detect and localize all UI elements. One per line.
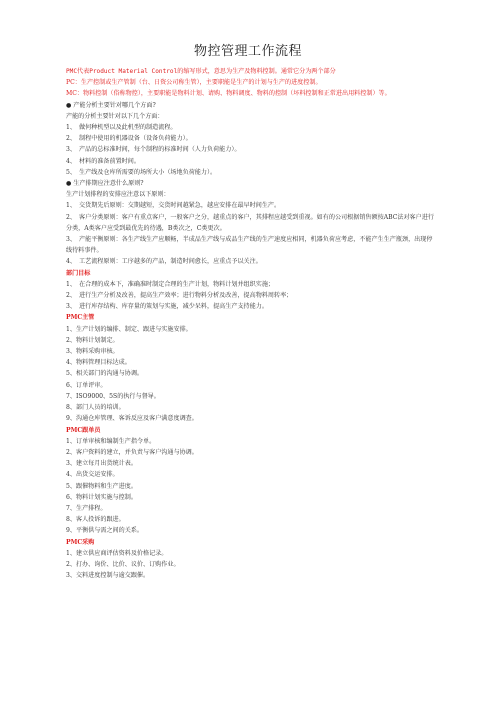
bullet-icon: ● [66,180,72,188]
list-item: 4、物料管理目标达成。 [66,359,131,367]
intro-line: MC：物料控制（俗称物控），主要职能是物料计划、请购、物料调度、物料的控制（坏料控制和正常进出用料控制）等。 [66,90,391,98]
section-heading: PMC采购 [66,538,95,546]
question-lead: 生产计划排程的安排应注意以下原则： [66,191,170,199]
list-item: 8、部门人员的培训。 [66,404,125,412]
list-item: 2、打办、询价、比价、议价、订购作业。 [66,560,180,568]
list-item: 4、 工艺流程原则：工序越多的产品，制造时间愈长，应重点予以关注。 [66,258,262,266]
section-heading: PMC跟单员 [66,426,101,434]
list-item: 2、客户资料的建立，并负责与客户沟通与协调。 [66,448,198,456]
list-item: 3、建立每月出货统计表。 [66,460,137,468]
list-item: 7、ISO9000、5S的执行与督导。 [66,392,160,400]
question-lead: 产能的分析主要针对以下几个方面： [66,112,164,120]
question-text: 产能分析主要针对哪几个方面? [73,101,156,109]
list-item: 6、订单评审。 [66,381,107,389]
list-item: 5、 生产线及仓库所需要的场所大小（场地负荷能力）。 [66,168,217,176]
bullet-icon: ● [66,101,72,109]
list-item: 3、 产品的总标准时间，每个制程的标准时间（人力负荷能力）。 [66,146,241,154]
list-item: 2、 制程中使用的机器设备（设备负荷能力）。 [66,135,192,143]
list-item: 4、出货交运安排。 [66,471,119,479]
list-item: 3、物料采购审核。 [66,348,119,356]
list-item: 9、平衡供与需之间的关系。 [66,527,144,535]
list-item: 5、跟催物料和生产进度。 [66,482,137,490]
intro-line: PC：生产控制或生产管制（台、日资公司称生管），主要职能是生产的计划与生产的进度控制。 [66,79,322,87]
list-item: 9、沟通仓库管理、客诉反应及客户满意度调查。 [66,415,198,423]
list-item: 5、相关部门的沟通与协调。 [66,370,144,378]
list-item: 1、 交货期先后原则：交期越短，交货时间越紧急，越应安排在最早时间生产。 [66,202,281,210]
intro-line: PMC代表Product Material Control的缩写形式，意思为生产及物料控制。通常它分为两个部分 [66,68,336,75]
list-item: 1、订单审核和编制生产指令单。 [66,437,156,445]
section-heading: 部门目标 [66,269,91,277]
document-body [66,66,434,581]
list-item: 2、 客户分类原则：客户有重点客户，一般客户之分，越重点的客户，其排程应越受到重视。如有的公司根据销售额按ABC法对客户进行分类，A类客户应受到最优先的待遇，B类次之，C类更次。 [66,213,434,232]
list-item: 2、 进行生产分析及改善，提高生产效率；进行物料分析及改善，提高物料周转率； [66,292,293,300]
list-item: 1、生产计划的编排、制定、跟进与实施安排。 [66,325,192,333]
list-item: 1、 做何种机型以及此机型的制造流程。 [66,124,177,132]
list-item: 3、 产能平衡原则：各生产线生产应顺畅，半成品生产线与成品生产线的生产速度应相同，机器负荷应考虑，不能产生生产瓶颈，出现停线待料事件。 [66,236,433,255]
list-item: 1、 在合理的成本下，准确准时制定合理的生产计划，物料计划并组织实施； [66,280,275,288]
list-item: 2、物料计划制定。 [66,336,119,344]
list-item: 4、 材料的准备前置时间。 [66,157,140,165]
list-item: 7、生产排程。 [66,504,107,512]
list-item: 1、建立供应商评估资料及价格记录。 [66,549,168,557]
list-item: 3、 进行库存结构、库存量的策划与实施，减少呆料，提高生产支持能力。 [66,303,268,311]
section-heading: PMC主管 [66,314,95,322]
page-title: 物控管理工作流程 [193,44,302,59]
question-text: 生产排期应注意什么原则? [73,180,144,188]
list-item: 8、客人投诉的跟进。 [66,516,125,524]
question-line [66,178,434,189]
list-item: 3、交料进度控制与逾交跟催。 [66,572,150,580]
list-item: 6、物料计划实施与控制。 [66,493,137,501]
question-line [66,100,434,111]
